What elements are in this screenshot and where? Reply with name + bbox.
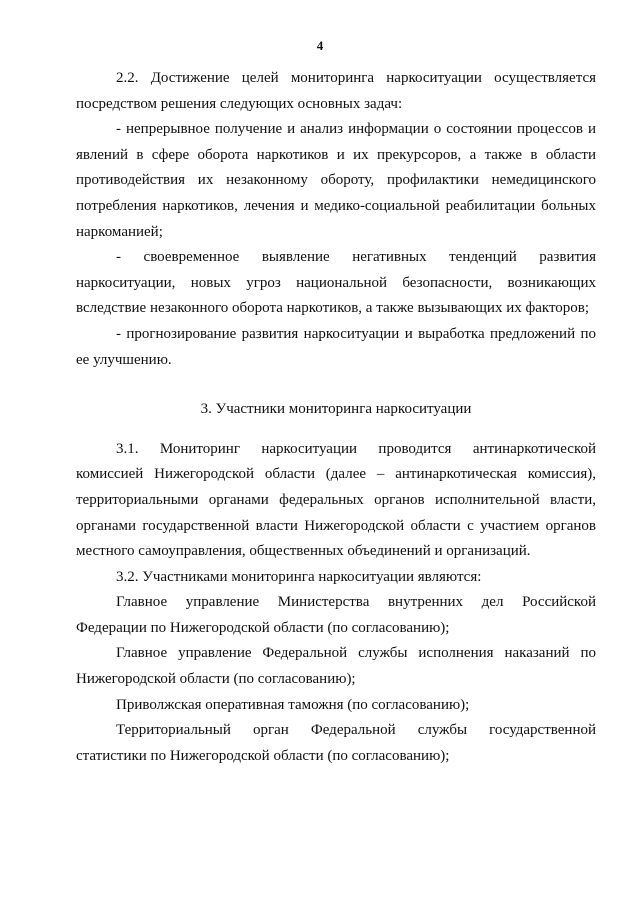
paragraph-2-2: 2.2. Достижение целей мониторинга наркоситуации осуществляется посредством решения следующих основных задач: bbox=[76, 70, 596, 112]
page-number: 4 bbox=[316, 38, 324, 53]
document-body bbox=[76, 66, 596, 769]
section-heading: 3. Участники мониторинга наркоситуации bbox=[200, 401, 472, 418]
task-item-3: - прогнозирование развития наркоситуации и выработка предложений по ее улучшению. bbox=[76, 325, 596, 368]
paragraph-3-1: 3.1. Мониторинг наркоситуации проводится антинаркотической комиссией Нижегородской области (далее – антинаркотическая комиссия), территориальными органами федеральных органов исполнительной власти, органами государственной власти Нижегородской области с участием органов местного самоуправления, общественных объединений и организаций. bbox=[76, 440, 596, 560]
participant-item-4: Территориальный орган Федеральной службы государственной статистики по Нижегородской области (по согласованию); bbox=[76, 722, 596, 764]
participant-item-1: Главное управление Министерства внутренних дел Российской Федерации по Нижегородской области (по согласованию); bbox=[76, 594, 596, 636]
participant-item-3: Приволжская оперативная таможня (по согласованию); bbox=[116, 696, 470, 713]
task-item-1: - непрерывное получение и анализ информации о состоянии процессов и явлений в сфере оборота наркотиков и их прекурсоров, а также в области противодействия их незаконному обороту, профилактики немедицинского потребления наркотиков, лечения и медико-социальной реабилитации больных наркоманией; bbox=[76, 121, 596, 240]
task-item-2: - своевременное выявление негативных тенденций развития наркоситуации, новых угроз национальной безопасности, возникающих вследствие незаконного оборота наркотиков, а также вызывающих их факторов; bbox=[76, 249, 596, 317]
participant-item-2: Главное управление Федеральной службы исполнения наказаний по Нижегородской области (по согласованию); bbox=[76, 645, 596, 688]
paragraph-3-2: 3.2. Участниками мониторинга наркоситуации являются: bbox=[116, 568, 482, 585]
